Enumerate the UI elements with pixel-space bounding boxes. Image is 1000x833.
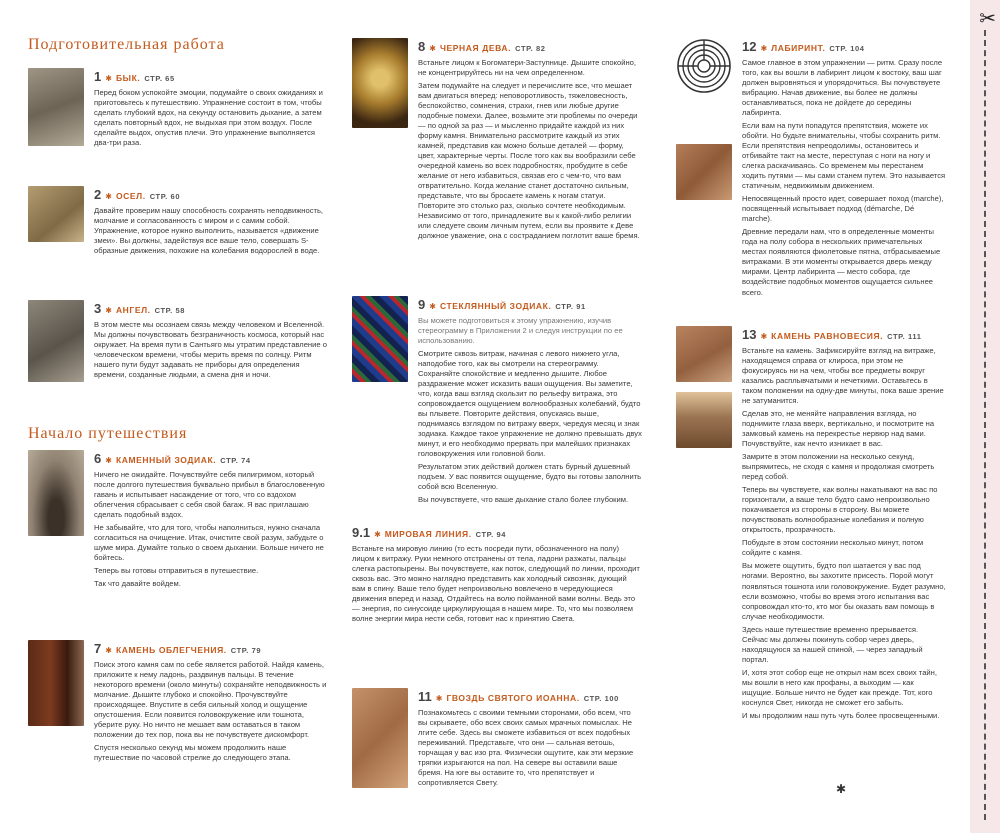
entry-text: Замрите в этом положении на несколько секунд, выпрямитесь, не сходя с камня и продолжая смотреть перед собой. — [742, 452, 935, 482]
entry-title: КАМЕННЫЙ ЗОДИАК. — [115, 455, 217, 465]
star-icon: ✱ — [760, 44, 768, 53]
entry-page: СТР. 111 — [887, 332, 922, 341]
entry-number: 9 — [418, 297, 426, 312]
entry-text: Сделав это, не меняйте направления взгляда, но поднимите глаза вверх, вертикально, и посмотрите на замковый камень на перекрестье нервюр над вами. Почувствуйте, как нечто изникает в вас. — [742, 409, 935, 449]
cut-line — [984, 30, 986, 820]
tiles-photo — [676, 326, 732, 382]
entry-text: Не забывайте, что для того, чтобы наполниться, нужно сначала согласиться на очищение. Итак, очистите свой разум, забудьте о шуме мира. Думайте только о своем дыхании. Больше ничего не бойтесь. — [94, 523, 324, 563]
entry-text: Ничего не ожидайте. Почувствуйте себя пилигримом, который после долгого путешествия буквально прибыл в благословенную гавань и испытывает насаждение от того, что со вздохом облегчения сбрасывает с себя свой багаж. Я вас приглашаю сделать подобный вздох. — [94, 470, 325, 520]
entry-title: МИРОВАЯ ЛИНИЯ. — [384, 529, 472, 539]
scissors-icon: ✂ — [979, 6, 996, 30]
entry-number: 11 — [418, 689, 432, 704]
entry-number: 3 — [94, 301, 102, 316]
entry-11 — [352, 688, 642, 791]
entry-13 — [676, 326, 946, 724]
entry-page: СТР. 94 — [475, 530, 507, 539]
entry-6 — [28, 450, 328, 592]
entry-text: Побудьте в этом состоянии несколько минут, потом сойдите с камня. — [742, 538, 924, 558]
door-photo — [28, 640, 84, 726]
entry-text: Встаньте на мировую линию (то есть посреди пути, обозначенного на полу) лицом к витражу. Руки немного отстранены от тела, ладони разжаты, пальцы слегка растопырены. Вы почувствуете, как поток, следующий по линии, проходит сквозь вас. Это можно наглядно представить как холодный сквозняк, дующий вам в спину. Ваше тело будет непроизвольно вовлечено в чередующиеся движения вперед и назад. Отдайтесь на волю пойманной вами волны. Ведь это — энергия, по синусоиде циркулирующая в нашем мире. То, что мы позволяем волне энергии мира нести себя, готовит нас к принятию Света. — [352, 544, 640, 624]
bull-photo — [28, 68, 84, 146]
entry-title: БЫК. — [115, 73, 141, 83]
entry-title: СТЕКЛЯННЫЙ ЗОДИАК. — [439, 301, 552, 311]
entry-text: Вы можете ощутить, будто пол шатается у вас под ногами. Вероятно, вы захотите присесть. Порой могут появляться тошнота или головокружение. Будет разумно, если возможно, чтобы во время этого испытания вас сопровождал кто-то, кто мог бы оказать вам помощь в случае необходимости. — [742, 561, 946, 621]
entry-page: СТР. 91 — [555, 302, 586, 311]
entry-text: И, хотя этот собор еще не открыл нам всех своих тайн, мы вошли в него как профаны, а выходим — как ищущие. Больше ничто не будет как прежде. Тот, кого коснулся Свет, никогда не сможет его забыть. — [742, 667, 937, 707]
entry-text: Затем подумайте на следует и перечислите все, что мешает вам двигаться вперед: неповоротливость, тяжеловесность, беспокойство, сомнения, страхи, гнев или любые другие подобные помехи. Далее, возьмите эти проблемы по очереди — по одной за раз — и мысленно придайте каждой из них форму камня. Внимательно рассмотрите каждый из этих камней, представив как можно больше деталей — форму, цвет, характерные черты. После того как вы вообразили себе очередной камень во всех подробностях, пробудите в себе желание от него избавиться, связав его с чем-то, что вам отвратительно. Когда желание станет достаточно сильным, представьте, что вы бросаете камень к ногам статуи. Повторите это столько раз, сколько сочтете необходимым. Независимо от того, принадлежите вы к какой-либо религии или следуете своим личным путем, если вы проявите к Деве должное уважение, она с состраданием поглотит ваше бремя. — [418, 81, 640, 241]
entry-number: 6 — [94, 451, 102, 466]
entry-number: 12 — [742, 39, 757, 54]
entry-page: СТР. 100 — [583, 694, 619, 703]
entry-title: КАМЕНЬ ОБЛЕГЧЕНИЯ. — [115, 645, 227, 655]
entry-number: 8 — [418, 39, 426, 54]
star-icon: ✱ — [435, 694, 443, 703]
entry-text: Если вам на пути попадутся препятствия, можете их обойти. Но будьте внимательны, чтобы сохранить ритм. Если препятствия непреодолимы, остановитесь и отбивайте такт на месте, переступая с ноги на ногу и слегка раскачиваясь. Со временем мы перестанем ходить путями — мы сами станем путем. Это называется статичным, недвижимым движением. — [742, 121, 946, 191]
entry-2 — [28, 186, 328, 259]
entry-text: Самое главное в этом упражнении — ритм. Сразу после того, как вы вошли в лабиринт лицом к востоку, ваш шаг должен выровняться и упорядочиться. Вы почувствуете вибрацию. Начав движение, вы более не должны останавливаться, пока не дойдете до середины лабиринта. — [742, 58, 943, 118]
entry-page: СТР. 79 — [230, 646, 262, 655]
entry-page: СТР. 74 — [220, 456, 251, 465]
entry-text: Перед боком успокойте эмоции, подумайте о своих ожиданиях и приготовьтесь к путешествию. Упражнение состоит в том, чтобы сделать глубокий вдох, на секунду остановить дыхание, а затем сделать повторный вдох, не выдыхая при этом воздух. После сделайте выдох, опустив плечи. Это упражнение выполняется два-три раза. — [94, 88, 323, 148]
entry-text: Результатом этих действий должен стать бурный душевный подъем. У вас появится ощущение, будто вы готовы заполнить собой всю Вселенную. — [418, 462, 642, 492]
star-icon: ✱ — [429, 302, 436, 311]
column-left — [28, 36, 328, 68]
entry-text: Теперь вы готовы отправиться в путешествие. — [94, 566, 259, 576]
entry-title: ГВОЗДЬ СВЯТОГО ИОАННА. — [446, 693, 580, 703]
entry-3 — [28, 300, 328, 383]
entry-text: Так что давайте войдем. — [94, 579, 181, 589]
star-icon: ✱ — [105, 192, 112, 201]
entry-number: 7 — [94, 641, 102, 656]
nave-photo — [676, 392, 732, 448]
star-icon: ✱ — [374, 530, 381, 539]
star-icon: ✱ — [105, 74, 112, 83]
entry-text: Здесь наше путешествие временно прерывается. Сейчас мы должны покинуть собор через дверь, находящуюся за нашей спиной, — через западный портал. — [742, 624, 923, 664]
entry-text: Древние передали нам, что в определенные моменты года на полу собора в нескольких примечательных местах появляются фиолетовые пятна, отбрасываемые витражами. В эти моменты открывается дверь между мирами. Центр лабиринта — место собора, где воздействие подобных моментов ощущается сильнее всего. — [742, 227, 941, 297]
star-icon: ✱ — [836, 782, 847, 796]
entry-1 — [28, 68, 328, 151]
entry-text: Теперь вы чувствуете, как волны накатывают на вас по горизонтали, а ваше тело будто само непроизвольно покачивается из стороны в сторону. Вы можете почувствовать волнообразные колебания и полную открытость, прозрачность. — [742, 485, 938, 535]
star-icon: ✱ — [105, 646, 112, 655]
entry-number: 1 — [94, 69, 102, 84]
entry-8 — [352, 38, 642, 244]
entry-text: Спустя несколько секунд мы можем продолжить наше путешествие по часовой стрелке до следующего этапа. — [94, 743, 291, 763]
entry-text: Познакомьтесь с своими темными сторонами, обо всем, что вы скрываете, обо всех своих самых мрачных помыслах. Не лгите себе. Здесь вы сможете избавиться от всех подобных переживаний. Представьте, что они — сальная ветошь, торчащая у вас изо рта. Физически ощутите, как эти мерзкие тряпки изрыгаются на пол. На севере вы оставили ваше бремя. На юге вы оставите то, что препятствует и сопротивляется Свету. — [418, 708, 634, 788]
entry-7 — [28, 640, 328, 766]
entry-text: Вы можете подготовиться к этому упражнению, изучив стереограмму в Приложении 2 и следуя инструкции по ее использованию. — [418, 316, 623, 346]
entry-9 — [352, 296, 642, 508]
portal-photo — [28, 450, 84, 536]
entry-9-1 — [352, 524, 642, 627]
entry-text: Встаньте лицом к Богоматери-Заступнице. Дышите спокойно, не концентрируйтесь ни на чем определенном. — [418, 58, 637, 78]
entry-page: СТР. 65 — [144, 74, 175, 83]
entry-text: Вы почувствуете, что ваше дыхание стало более глубоким. — [418, 495, 629, 505]
entry-title: ЧЕРНАЯ ДЕВА. — [439, 43, 512, 53]
entry-number: 2 — [94, 187, 102, 202]
floor-nail-photo — [352, 688, 408, 788]
entry-page: СТР. 58 — [154, 306, 186, 315]
entry-page: СТР. 60 — [149, 192, 181, 201]
section-title-prep: Подготовительная работа — [28, 36, 225, 53]
entry-text: Давайте проверим нашу способность сохранять неподвижность, молчание и согласованность с миром и с самим собой. Упражнение, которое нужно выполнить, называется «движение змеи». Вы должны, задействуя все ваше тело, совершать S-образные движения, похожие на колебания водорослей в воде. — [94, 206, 324, 256]
entry-title: АНГЕЛ. — [115, 305, 151, 315]
section-title-start: Начало путешествия — [28, 425, 188, 442]
angel-photo — [28, 300, 84, 382]
entry-text: В этом месте мы осознаем связь между человеком и Вселенной. Мы должны почувствовать безграничность космоса, который нас окружает. На время пути в Сантьяго мы утратим представление о человеческом времени, чтобы мерить время по солнцу. Ритм нашего пути будут задавать не приборы для определения времени, созданные людьми, а смена дня и ночи. — [94, 320, 327, 380]
star-icon: ✱ — [429, 44, 436, 53]
entry-text: Непосвященный просто идет, совершает поход (marche), посвященный испытывает подход (démarche, Dé marche). — [742, 194, 944, 224]
donkey-photo — [28, 186, 84, 242]
entry-text: Смотрите сквозь витраж, начиная с левого нижнего угла, наподобие того, как вы смотрели на стереограмму. Сохраняйте спокойствие и медленно дышите. Любое раздражение может исказить ваши ощущения. Вы заметите, что, когда ваш взгляд скользит по рельефу витража, это сопровождается ощущением волнообразных колебаний, будто вы плывете. Повторите действия, опускаясь выше, поднимаясь взглядом по витражу вверх, чередуя месяц и знак зодиака. Каждое такое упражнение не должно превышать двух минут, и его необходимо прервать при малейших признаках головокружения или головной боли. — [418, 349, 642, 459]
stone-photo — [676, 144, 732, 200]
labyrinth-icon — [676, 38, 732, 94]
entry-page: СТР. 82 — [515, 44, 546, 53]
star-icon: ✱ — [105, 306, 112, 315]
star-icon: ✱ — [760, 332, 768, 341]
entry-title: ЛАБИРИНТ. — [771, 43, 826, 53]
entry-number: 13 — [742, 327, 757, 342]
entry-text: Встаньте на камень. Зафиксируйте взгляд на витраже, находящемся справа от клироса, при этом не фокусируясь ни на чем, чтобы все предметы вокруг казались расплывчатыми и нечеткими. Оставьтесь в таком положении на одну-две минуты, пока ваше зрение не затуманится. — [742, 346, 944, 406]
entry-title: КАМЕНЬ РАВНОВЕСИЯ. — [771, 331, 884, 341]
entry-text: Поиск этого камня сам по себе является работой. Найдя камень, приложите к нему ладонь, раздвинув пальцы. В течение некоторого времени (около минуты) сохраняйте неподвижность и молчание. Дышите глубоко и спокойно. Прочувствуйте происходящее. Впустите в себя сильный холод и ощущение опустошения. Если появится головокружение или тошнота, уберите руку. Но ничто не мешает вам оставаться в таком положении до тех пор, пока вы не почувствуете дискомфорт. — [94, 660, 327, 740]
entry-title: ОСЕЛ. — [115, 191, 146, 201]
stained-glass-photo — [352, 296, 408, 382]
black-virgin-photo — [352, 38, 408, 128]
entry-number: 9.1 — [352, 525, 371, 540]
entry-page: СТР. 104 — [829, 44, 865, 53]
entry-12 — [676, 38, 946, 301]
star-icon: ✱ — [105, 456, 112, 465]
entry-text: И мы продолжим наш путь чуть более просвещенными. — [742, 710, 940, 720]
